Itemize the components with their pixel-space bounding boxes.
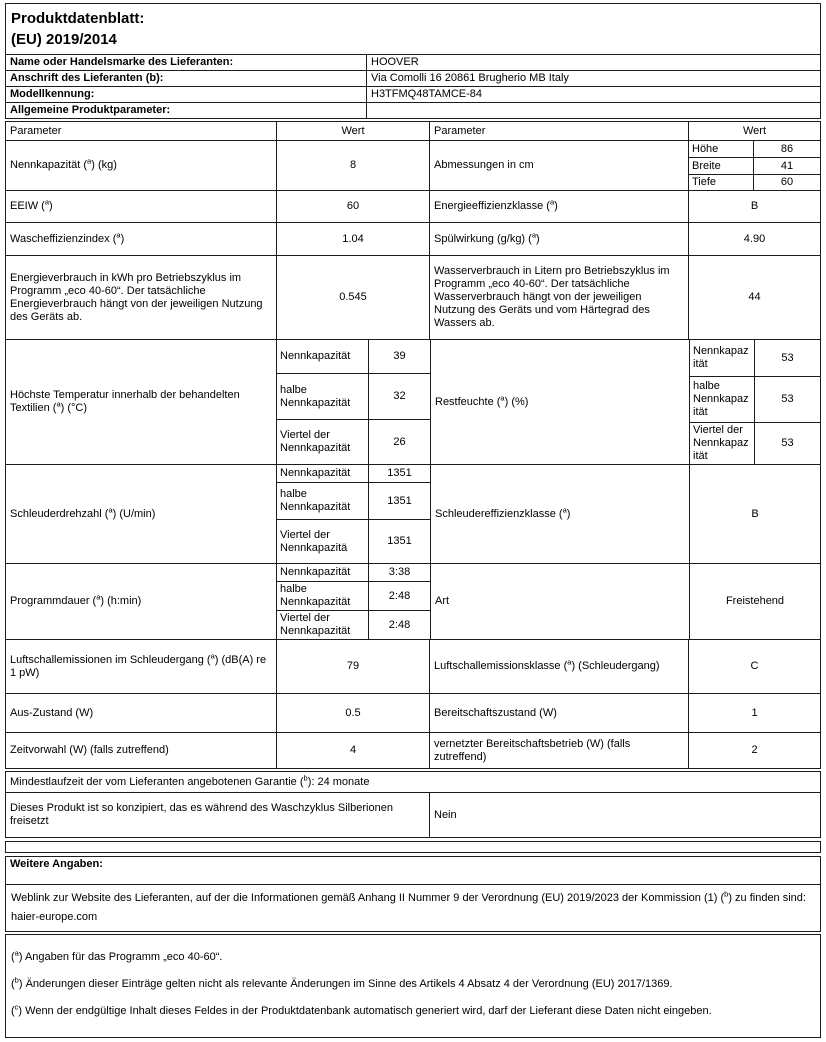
footnote-marker: b — [14, 975, 19, 985]
capacity-row — [277, 581, 430, 610]
footnote-marker: a — [567, 657, 572, 667]
doc-title: Produktdatenblatt: — [11, 10, 145, 27]
table-row-duration-type — [5, 563, 821, 640]
column-header: Wert — [742, 124, 767, 137]
param-label-standby: Bereitschaftszustand (W) — [430, 694, 689, 732]
empty-row — [5, 841, 821, 853]
param-value-eeiw: 60 — [277, 191, 430, 222]
param-value-off-mode: 0.5 — [277, 694, 430, 732]
doc-regulation: (EU) 2019/2014 — [11, 31, 117, 48]
dimension-row — [689, 141, 820, 157]
capacity-label: Nennkapazität — [690, 340, 755, 376]
param-label-off-mode: Aus-Zustand (W) — [6, 694, 277, 732]
table-row-noise-noiseclass — [5, 639, 821, 694]
weblink-url: haier-europe.com — [11, 911, 98, 923]
footnote-marker: a — [210, 650, 215, 660]
capacity-row — [277, 340, 430, 373]
info-label: Anschrift des Lieferanten (b): — [6, 71, 367, 86]
info-row-supplier-address — [5, 70, 821, 87]
param-value-energy-class: B — [750, 200, 759, 212]
param-value-noise: 79 — [277, 640, 430, 693]
table-row-washindex-rinse — [5, 222, 821, 256]
param-value-delay: 4 — [277, 733, 430, 768]
param-label-spin-speed: Schleuderdrehzahl ($^a$) (U/min) — [6, 465, 277, 563]
capacity-row — [277, 465, 430, 482]
capacity-label: Nennkapazität — [277, 465, 369, 482]
column-header: Wert — [277, 122, 430, 140]
footnote-marker: b — [303, 772, 308, 782]
param-label-duration: Programmdauer ($^a$) (h:min) — [6, 564, 277, 639]
capacity-label: Viertel der Nennkapazität — [690, 423, 755, 464]
capacity-label: Nennkapazität — [277, 564, 369, 581]
silver-ions-label: Dieses Produkt ist so konzipiert, das es während des Waschzyklus Silberionen freisetzt — [6, 793, 430, 837]
dimension-row — [689, 157, 820, 174]
param-label-networked-standby: vernetzter Bereitschaftsbetrieb (W) (falls zutreffend) — [430, 733, 689, 768]
capacity-row — [277, 373, 430, 419]
table-row-spinspeed-spinclass — [5, 464, 821, 564]
table-row-eeiw-energyclass — [5, 190, 821, 223]
param-label-residual-moisture: Restfeuchte ($^a$) (%) — [431, 340, 690, 464]
footnote-marker: a — [116, 229, 121, 239]
footnotes-block — [5, 934, 821, 1038]
param-label-noise: Luftschallemissionen im Schleudergang ($^a$) (dB(A) re 1 pW) — [6, 640, 277, 693]
info-label: Modellkennung: — [6, 87, 367, 102]
info-value — [367, 103, 820, 118]
param-value-type: Freistehend — [725, 595, 785, 607]
footnote-marker: b — [724, 889, 729, 899]
capacity-value: 53 — [781, 351, 794, 364]
capacity-row — [277, 482, 430, 519]
dimension-value: 60 — [780, 176, 794, 188]
param-label-wash-index: Wascheffizienzindex ($^a$) — [6, 223, 277, 255]
info-label: Name oder Handelsmarke des Lieferanten: — [6, 55, 367, 70]
capacity-value: 1351 — [387, 535, 412, 547]
param-label-eeiw: EEIW ($^a$) — [6, 191, 277, 222]
capacity-value: 1351 — [387, 494, 412, 507]
more-info-row — [5, 856, 821, 885]
footnote-a: ($^a$) Angaben für das Programm „eco 40-60“. — [11, 948, 223, 963]
footnote-c: ($^c$) Wenn der endgültige Inhalt dieses Feldes in der Produktdatenbank automatisch generiert wird, darf der Lieferant diese Daten nicht eingeben. — [11, 1002, 712, 1017]
capacity-label: halbe Nennkapazität — [277, 374, 369, 419]
spin-speed-nested-table — [277, 465, 431, 563]
capacity-row — [277, 519, 430, 563]
param-label-water-consumption: Wasserverbrauch in Litern pro Betriebszyklus im Programm „eco 40-60“. Der tatsächliche Wasserverbrauch hängt von der jeweiligen Nutzung des Geräts und vom Härtegrad des Wassers ab. — [430, 256, 689, 339]
column-header: Parameter — [430, 122, 689, 140]
param-label-spin-class: Schleudereffizienzklasse ($^a$) — [431, 465, 690, 563]
capacity-label: Viertel der Nennkapazität — [277, 420, 369, 464]
capacity-value: 1351 — [387, 467, 412, 479]
param-value-water-consumption: 44 — [748, 291, 761, 303]
silver-ions-value: Nein — [434, 808, 457, 821]
dimension-label: Breite — [689, 158, 754, 174]
footnote-marker: a — [549, 197, 555, 207]
table-row-delay-networked — [5, 732, 821, 769]
footnote-marker: a — [14, 948, 19, 958]
footnote-marker: a — [562, 504, 567, 514]
residual-moisture-nested-table — [690, 340, 820, 464]
max-temp-nested-table — [277, 340, 431, 464]
param-label-energy-consumption: Energieverbrauch in kWh pro Betriebszyklus im Programm „eco 40-60“. Der tatsächliche Energieverbrauch hängt von der jeweiligen Nutzung des Geräts ab. — [6, 256, 277, 339]
param-label-capacity: Nennkapazität ($^a$) (kg) — [6, 141, 277, 190]
info-label: Allgemeine Produktparameter: — [6, 103, 367, 118]
footnote-marker: a — [108, 504, 113, 514]
table-header-row — [5, 121, 821, 141]
capacity-label: Viertel der Nennkapazität — [277, 611, 369, 639]
capacity-value: 2:48 — [388, 589, 411, 602]
dimension-label: Höhe — [689, 141, 754, 157]
capacity-value: 39 — [393, 350, 406, 362]
param-value-wash-index: 1.04 — [277, 223, 430, 255]
info-row-supplier-name — [5, 54, 821, 71]
dimension-value: 41 — [780, 159, 794, 172]
table-row-temperature-moisture — [5, 339, 821, 465]
capacity-label: halbe Nennkapazität — [277, 582, 369, 610]
capacity-label: halbe Nennkapazität — [277, 483, 369, 519]
capacity-value: 26 — [393, 435, 406, 448]
capacity-row — [277, 610, 430, 639]
footnote-marker: c — [14, 1002, 19, 1012]
footnote-marker: a — [56, 399, 61, 409]
weblink-text: Weblink zur Website des Lieferanten, auf der die Informationen gemäß Anhang II Nummer 9 der Verordnung (EU) 2019/2023 der Kommission (1) ($^b$) zu finden sind: — [11, 889, 806, 904]
title-block — [5, 3, 821, 55]
capacity-row — [277, 564, 430, 581]
capacity-row — [690, 340, 820, 376]
info-row-general-parameters — [5, 102, 821, 119]
table-row-offmode-standby — [5, 693, 821, 733]
info-row-model-id — [5, 86, 821, 103]
param-label-dimensions: Abmessungen in cm — [430, 141, 689, 190]
capacity-value: 32 — [393, 390, 406, 402]
param-value-networked-standby: 2 — [751, 744, 758, 756]
param-value-noise-class: C — [750, 660, 759, 672]
dimension-label: Tiefe — [689, 175, 754, 190]
param-label-delay: Zeitvorwahl (W) (falls zutreffend) — [6, 733, 277, 768]
param-value-spin-class: B — [751, 507, 759, 520]
param-label-type: Art — [431, 564, 690, 639]
table-row-energy-water — [5, 255, 821, 340]
footnote-marker: a — [44, 197, 50, 207]
more-info-label: Weitere Angaben: — [10, 858, 103, 870]
param-value-standby: 1 — [751, 706, 758, 719]
capacity-value: 2:48 — [388, 618, 411, 631]
param-value-energy-consumption: 0.545 — [277, 256, 430, 339]
warranty-text: Mindestlaufzeit der vom Lieferanten angebotenen Garantie ($^b$): 24 monate — [10, 772, 370, 788]
capacity-label: Viertel der Nennkapazitä — [277, 520, 369, 563]
capacity-row — [690, 422, 820, 464]
capacity-label: Nennkapazität — [277, 340, 369, 373]
info-value: H3TFMQ48TAMCE-84 — [371, 88, 483, 100]
param-label-energy-class: Energieeffizienzklasse ($^a$) — [430, 191, 689, 222]
column-header: Parameter — [6, 122, 277, 140]
capacity-value: 53 — [781, 437, 794, 449]
capacity-value: 53 — [781, 393, 794, 405]
capacity-label: halbe Nennkapazität — [690, 377, 755, 422]
footnote-marker: a — [531, 229, 536, 239]
param-label-rinse: Spülwirkung (g/kg) ($^a$) — [430, 223, 689, 255]
table-row-capacity-dimensions — [5, 140, 821, 191]
capacity-row — [277, 419, 430, 464]
footnote-marker: a — [96, 592, 101, 602]
dimensions-nested-table — [689, 141, 820, 190]
footnote-b: ($^b$) Änderungen dieser Einträge gelten nicht als relevante Änderungen im Sinne des Artikels 4 Absatz 4 der Verordnung (EU) 2017/1369. — [11, 975, 673, 990]
param-value-capacity: 8 — [277, 141, 430, 190]
param-label-max-temp: Höchste Temperatur innerhalb der behandelten Textilien ($^a$) (°C) — [6, 340, 277, 464]
info-value: HOOVER — [371, 56, 419, 68]
info-value: Via Comolli 16 20861 Brugherio MB Italy — [371, 72, 569, 84]
dimension-row — [689, 174, 820, 190]
warranty-row — [5, 771, 821, 793]
capacity-row — [690, 376, 820, 422]
param-label-noise-class: Luftschallemissionsklasse ($^a$) (Schleudergang) — [430, 640, 689, 693]
duration-nested-table — [277, 564, 431, 639]
footnote-marker: a — [500, 392, 505, 402]
param-value-rinse: 4.90 — [743, 232, 766, 245]
footnote-marker: a — [87, 156, 92, 166]
silver-ions-row — [5, 792, 821, 838]
capacity-value: 3:38 — [388, 566, 411, 578]
dimension-value: 86 — [780, 142, 794, 155]
weblink-row — [5, 884, 821, 932]
